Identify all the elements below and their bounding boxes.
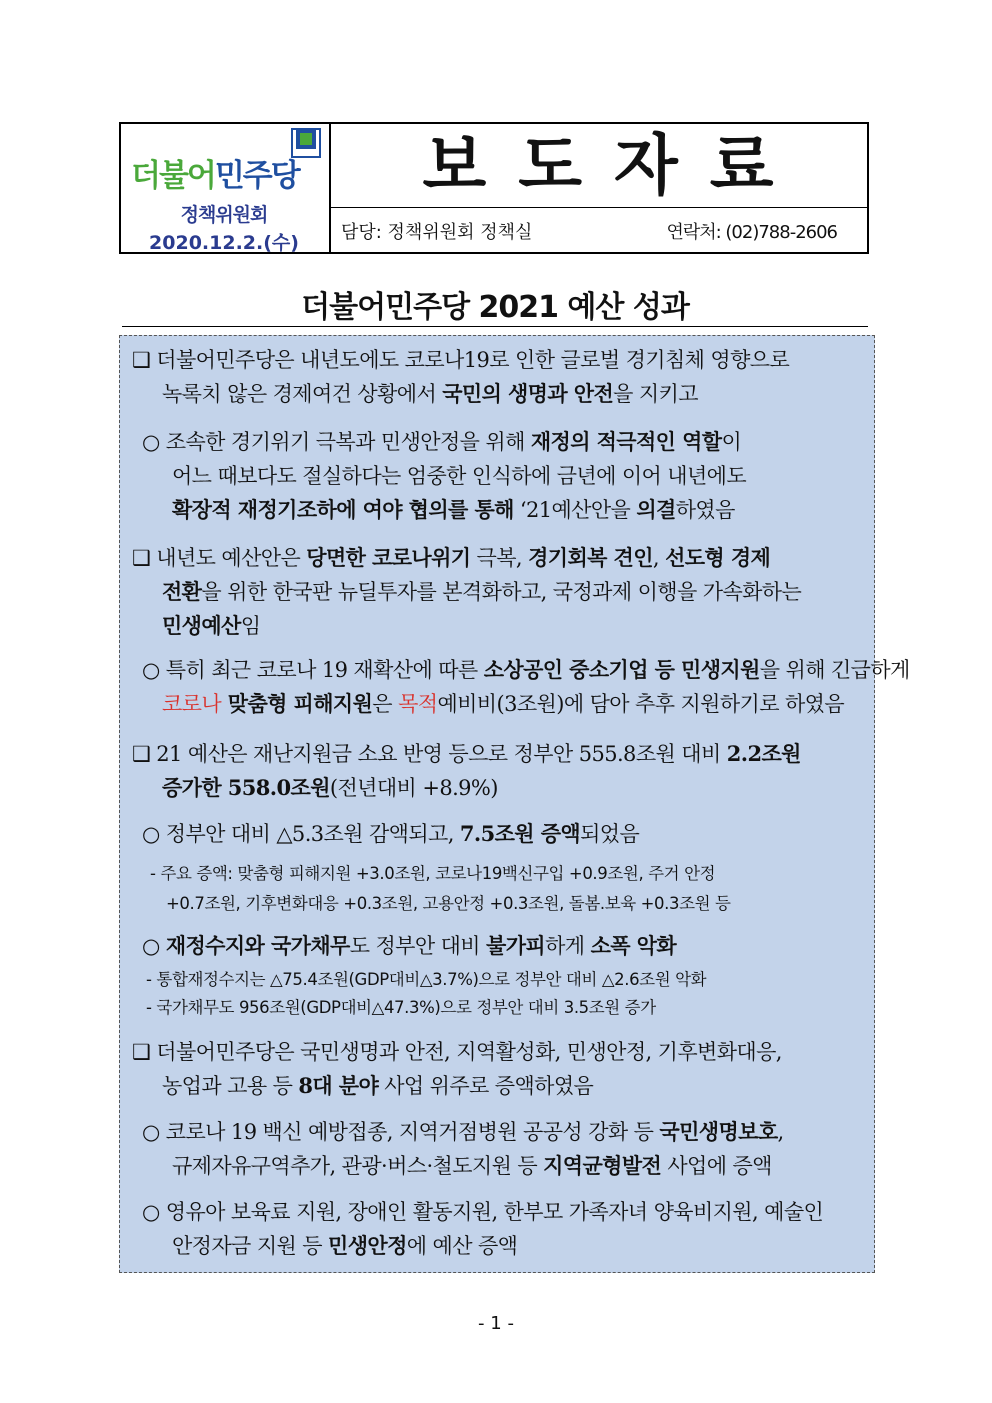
release-date: 2020.12.2.(수) bbox=[149, 232, 299, 254]
text-line: ❑ 더불어민주당은 국민생명과 안전, 지역활성화, 민생안정, 기후변화대응, bbox=[132, 1040, 782, 1064]
logo-cell bbox=[121, 124, 331, 252]
text-line: - 주요 증액: 맞춤형 피해지원 +3.0조원, 코로나19백신구입 +0.9조원, 주거 안정 bbox=[150, 864, 716, 883]
party-logo bbox=[131, 150, 299, 195]
text-line: 규제자유구역추가, 관광·버스·철도지원 등 지역균형발전 사업에 증액 bbox=[172, 1153, 772, 1178]
text-line: 전환을 위한 한국판 뉴딜투자를 본격화하고, 국정과제 이행을 가속화하는 bbox=[162, 579, 802, 604]
document-title: 더불어민주당 2021 예산 성과 bbox=[301, 290, 689, 325]
text-line: ○ 코로나 19 백신 예방접종, 지역거점병원 공공성 강화 등 국민생명보호, bbox=[142, 1119, 784, 1144]
contact-cell bbox=[331, 208, 867, 252]
text-line: ❑ 내년도 예산안은 당면한 코로나위기 극복, 경기회복 견인, 선도형 경제 bbox=[132, 545, 771, 570]
contact-phone: 연락처: (02)788-2606 bbox=[666, 222, 837, 243]
text-line: 확장적 재정기조하에 여야 협의를 통해 ‘21예산안을 의결하였음 bbox=[172, 497, 735, 522]
text-line: ○ 재정수지와 국가채무도 정부안 대비 불가피하게 소폭 악화 bbox=[142, 933, 677, 958]
committee-name: 정책위원회 bbox=[180, 204, 268, 226]
text-line: +0.7조원, 기후변화대응 +0.3조원, 고용안정 +0.3조원, 돌봄.보육 +0.3조원 등 bbox=[166, 894, 731, 913]
text-line: - 통합재정수지는 △75.4조원(GDP대비△3.7%)으로 정부안 대비 △2.6조원 악화 bbox=[146, 970, 707, 989]
text-line: ○ 정부안 대비 △5.3조원 감액되고, 7.5조원 증액되었음 bbox=[142, 821, 640, 846]
press-release-title: 보도자료 bbox=[422, 127, 806, 204]
text-line: ○ 영유아 보육료 지원, 장애인 활동지원, 한부모 가족자녀 양육비지원, 예술인 bbox=[142, 1200, 824, 1224]
title-cell bbox=[331, 124, 867, 208]
text-line: - 국가채무도 956조원(GDP대비△47.3%)으로 정부안 대비 3.5조원 증가 bbox=[146, 998, 656, 1017]
contact-department: 담당: 정책위원회 정책실 bbox=[341, 222, 533, 243]
text-line: ○ 조속한 경기위기 극복과 민생안정을 위해 재정의 적극적인 역할이 bbox=[142, 429, 742, 454]
text-line: ❑ 21 예산은 재난지원금 소요 반영 등으로 정부안 555.8조원 대비 2.2조원 bbox=[132, 741, 801, 766]
press-header bbox=[119, 122, 869, 254]
text-line: 어느 때보다도 절실하다는 엄중한 인식하에 금년에 이어 내년에도 bbox=[172, 464, 747, 488]
title-divider bbox=[122, 326, 868, 327]
party-logo-green: 더불어 bbox=[131, 158, 215, 194]
party-logo-blue: 민주당 bbox=[214, 158, 299, 194]
text-line: 민생예산임 bbox=[162, 613, 261, 638]
text-line: 증가한 558.0조원(전년대비 +8.9%) bbox=[162, 775, 498, 800]
content-box bbox=[119, 335, 910, 1273]
text-line: ❑ 더불어민주당은 내년도에도 코로나19로 인한 글로벌 경기침체 영향으로 bbox=[132, 348, 790, 372]
text-line: 코로나 맞춤형 피해지원은 목적예비비(3조원)에 담아 추후 지원하기로 하였음 bbox=[162, 691, 845, 716]
party-flag-icon bbox=[291, 128, 321, 158]
text-line: 농업과 고용 등 8대 분야 사업 위주로 증액하였음 bbox=[162, 1073, 594, 1098]
text-line: 안정자금 지원 등 민생안정에 예산 증액 bbox=[172, 1233, 518, 1258]
text-line: ○ 특히 최근 코로나 19 재확산에 따른 소상공인 중소기업 등 민생지원을 위해 긴급하게 bbox=[142, 657, 910, 682]
page-number: - 1 - bbox=[478, 1313, 514, 1334]
text-line: 녹록치 않은 경제여건 상황에서 국민의 생명과 안전을 지키고 bbox=[162, 381, 698, 406]
